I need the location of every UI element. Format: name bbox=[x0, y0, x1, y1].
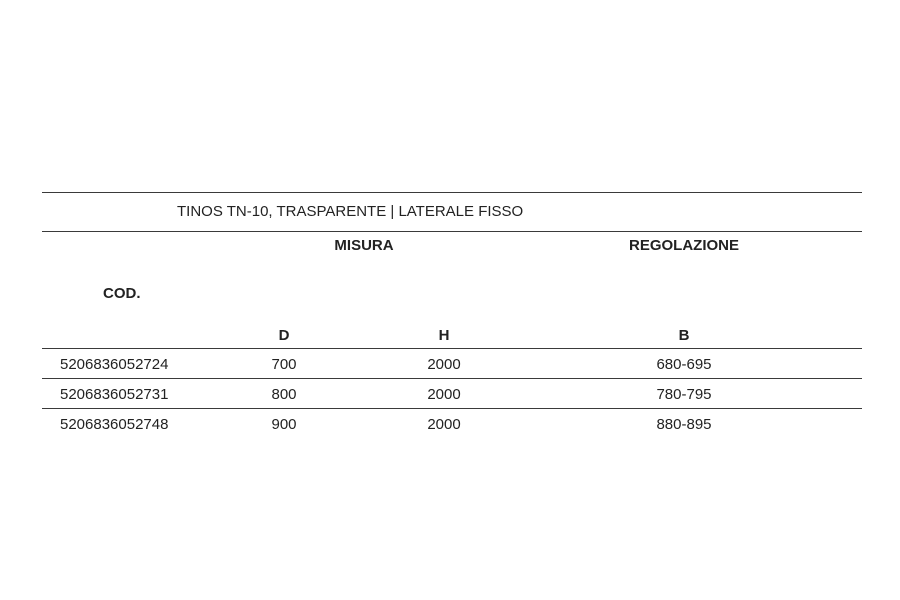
table-top-rule bbox=[42, 192, 862, 193]
row-divider bbox=[42, 408, 862, 409]
cell-b: 680-695 bbox=[656, 356, 712, 373]
cell-h: 2000 bbox=[427, 416, 461, 433]
cell-d: 700 bbox=[271, 356, 297, 373]
cell-b: 880-895 bbox=[656, 416, 712, 433]
column-header-d: D bbox=[278, 327, 290, 344]
row-divider bbox=[42, 378, 862, 379]
cell-cod: 5206836052731 bbox=[60, 386, 169, 403]
cell-d: 900 bbox=[271, 416, 297, 433]
cell-cod: 5206836052724 bbox=[60, 356, 169, 373]
title-bottom-rule bbox=[42, 231, 862, 232]
column-header-b: B bbox=[678, 327, 690, 344]
cell-d: 800 bbox=[271, 386, 297, 403]
column-header-h: H bbox=[438, 327, 450, 344]
group-header-regolazione: REGOLAZIONE bbox=[628, 237, 740, 254]
table-title: TINOS TN-10, TRASPARENTE | LATERALE FISSO bbox=[177, 203, 524, 220]
group-header-misura: MISURA bbox=[334, 237, 394, 254]
cell-h: 2000 bbox=[427, 386, 461, 403]
column-header-cod: COD. bbox=[103, 285, 141, 302]
cell-b: 780-795 bbox=[656, 386, 712, 403]
cell-h: 2000 bbox=[427, 356, 461, 373]
cell-cod: 5206836052748 bbox=[60, 416, 169, 433]
header-bottom-rule bbox=[42, 348, 862, 349]
